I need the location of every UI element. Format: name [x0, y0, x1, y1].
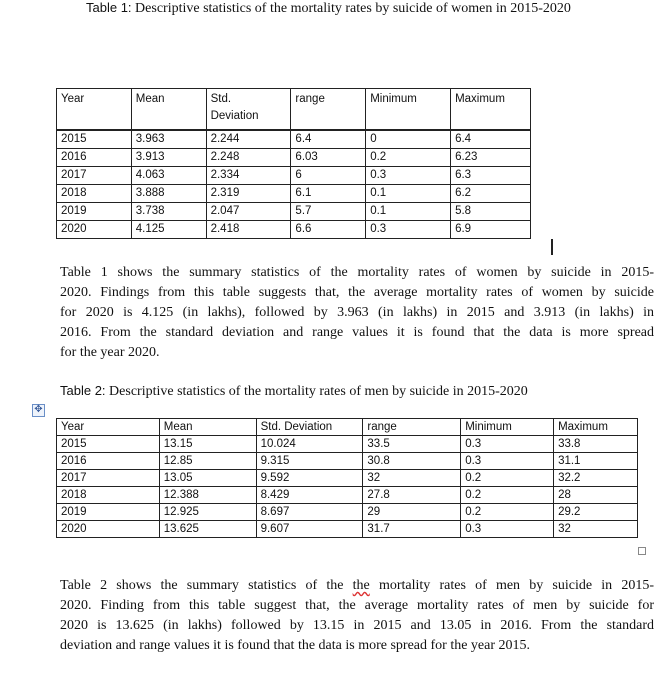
table-row [57, 521, 638, 538]
table-row [57, 453, 638, 470]
table-cell: 2017 [57, 167, 132, 185]
table-cell: 31.1 [554, 453, 638, 470]
table-cell: 30.8 [363, 453, 461, 470]
table-row [57, 487, 638, 504]
table-cell: 2017 [57, 470, 160, 487]
table2 [56, 418, 638, 538]
table-row [57, 504, 638, 521]
table1-header-cell: Minimum [366, 89, 451, 131]
table-cell: 12.388 [159, 487, 256, 504]
table-cell: 2.418 [206, 221, 291, 239]
table-cell: 0.2 [366, 149, 451, 167]
paragraph-line: Table 1 shows the summary statistics of the mortality rates of women by suicide in 2015- [60, 265, 654, 280]
table2-header-cell: Minimum [461, 419, 554, 436]
table-cell: 6.9 [451, 221, 531, 239]
table-cell: 3.888 [131, 185, 206, 203]
table-cell: 13.625 [159, 521, 256, 538]
table-cell: 13.05 [159, 470, 256, 487]
table-cell: 0.1 [366, 185, 451, 203]
table-cell: 2016 [57, 149, 132, 167]
table1-header-cell: Maximum [451, 89, 531, 131]
table-cell: 2019 [57, 203, 132, 221]
table-cell: 2.248 [206, 149, 291, 167]
table-cell: 0.1 [366, 203, 451, 221]
table-cell: 0.3 [461, 436, 554, 453]
table-cell: 3.963 [131, 130, 206, 149]
table1-header-cell: range [291, 89, 366, 131]
table-cell: 2020 [57, 221, 132, 239]
table-cell: 0.3 [461, 521, 554, 538]
paragraph-text: mortality rates of men by suicide in 2015- [378, 578, 655, 593]
table-cell: 2.319 [206, 185, 291, 203]
table-cell: 32 [554, 521, 638, 538]
table2-caption [60, 383, 528, 400]
paragraph-line: 2016. From the standard deviation and range values it is found that the data is more spread [60, 325, 654, 340]
paragraph-table1-summary [60, 263, 654, 363]
table1-caption-text: Descriptive statistics of the mortality rates by suicide of women in 2015-2020 [135, 1, 571, 16]
table-cell: 27.8 [363, 487, 461, 504]
resize-handle-icon[interactable] [638, 547, 646, 555]
table-row [57, 149, 531, 167]
paragraph-line: 2020 is 13.625 (in lakhs) followed by 13.15 in 2015 and 13.05 in 2016. From the standard [60, 618, 654, 633]
table-cell: 6.03 [291, 149, 366, 167]
table-cell: 2019 [57, 504, 160, 521]
table-cell: 0.3 [461, 453, 554, 470]
table-cell: 2015 [57, 130, 132, 149]
table-cell: 32.2 [554, 470, 638, 487]
table-cell: 28 [554, 487, 638, 504]
table-cell: 10.024 [256, 436, 363, 453]
table-cell: 6.4 [451, 130, 531, 149]
table-cell: 2018 [57, 185, 132, 203]
table-cell: 0.2 [461, 504, 554, 521]
table-row [57, 221, 531, 239]
table-cell: 33.5 [363, 436, 461, 453]
table1-header-cell: Std. Deviation [206, 89, 291, 131]
table2-header-cell: Maximum [554, 419, 638, 436]
paragraph-line: for 2020 is 4.125 (in lakhs), followed by 3.963 (in lakhs) in 2015 and 3.913 (in lakhs) in [60, 305, 654, 320]
table-cell: 2016 [57, 453, 160, 470]
table-cell: 4.063 [131, 167, 206, 185]
table1-header-cell: Year [57, 89, 132, 131]
table-cell: 0.3 [366, 167, 451, 185]
table1-header-row [57, 89, 531, 131]
paragraph-line: 2020. Findings from this table suggests that, the average mortality rates of women by suicide [60, 285, 654, 300]
table-cell: 0.3 [366, 221, 451, 239]
table2-caption-text: Descriptive statistics of the mortality rates of men by suicide in 2015-2020 [109, 384, 528, 399]
table-cell: 6.23 [451, 149, 531, 167]
table1-header-cell: Mean [131, 89, 206, 131]
table1-caption-label: Table 1: [86, 0, 132, 15]
table-cell: 0.2 [461, 470, 554, 487]
table2-header-cell: range [363, 419, 461, 436]
table-cell: 33.8 [554, 436, 638, 453]
table-cell: 9.592 [256, 470, 363, 487]
table-cell: 8.697 [256, 504, 363, 521]
table1-caption [86, 0, 571, 17]
table-row [57, 203, 531, 221]
paragraph-line: for the year 2020. [60, 345, 160, 360]
table-cell: 0 [366, 130, 451, 149]
move-arrows-icon[interactable]: ✥ [32, 404, 45, 417]
table-cell: 5.7 [291, 203, 366, 221]
table-cell: 2015 [57, 436, 160, 453]
table-cell: 2020 [57, 521, 160, 538]
table-cell: 5.8 [451, 203, 531, 221]
paragraph-line: 2020. Finding from this table suggest that, the average mortality rates of men by suicide for [60, 598, 654, 613]
table-row [57, 167, 531, 185]
table-cell: 2018 [57, 487, 160, 504]
table-row [57, 185, 531, 203]
table-cell: 6.3 [451, 167, 531, 185]
table-cell: 3.738 [131, 203, 206, 221]
table-cell: 6.1 [291, 185, 366, 203]
table-cell: 0.2 [461, 487, 554, 504]
table-cell: 12.925 [159, 504, 256, 521]
table-row [57, 470, 638, 487]
paragraph-table2-summary [60, 576, 654, 656]
table2-caption-label: Table 2: [60, 383, 106, 398]
table-row [57, 130, 531, 149]
table-cell: 2.244 [206, 130, 291, 149]
table-cell: 6.6 [291, 221, 366, 239]
table-row [57, 436, 638, 453]
table2-header-cell: Mean [159, 419, 256, 436]
paragraph-line: deviation and range values it is found that the data is more spread for the year 2015. [60, 638, 531, 653]
table2-header-cell: Std. Deviation [256, 419, 363, 436]
table-cell: 6 [291, 167, 366, 185]
table-cell: 2.334 [206, 167, 291, 185]
text-cursor [551, 239, 553, 255]
paragraph-line [60, 576, 654, 596]
table-cell: 13.15 [159, 436, 256, 453]
table-cell: 29 [363, 504, 461, 521]
table-cell: 4.125 [131, 221, 206, 239]
table2-header-cell: Year [57, 419, 160, 436]
table-cell: 6.4 [291, 130, 366, 149]
table-cell: 32 [363, 470, 461, 487]
table-cell: 9.607 [256, 521, 363, 538]
paragraph-text: Table 2 shows the summary statistics of the [60, 578, 344, 593]
duplicate-word: the [352, 578, 370, 593]
table1 [56, 88, 531, 239]
table-cell: 2.047 [206, 203, 291, 221]
table-cell: 29.2 [554, 504, 638, 521]
table-cell: 3.913 [131, 149, 206, 167]
table-cell: 9.315 [256, 453, 363, 470]
table2-header-row [57, 419, 638, 436]
table-cell: 12.85 [159, 453, 256, 470]
table-cell: 8.429 [256, 487, 363, 504]
table-cell: 6.2 [451, 185, 531, 203]
table-cell: 31.7 [363, 521, 461, 538]
